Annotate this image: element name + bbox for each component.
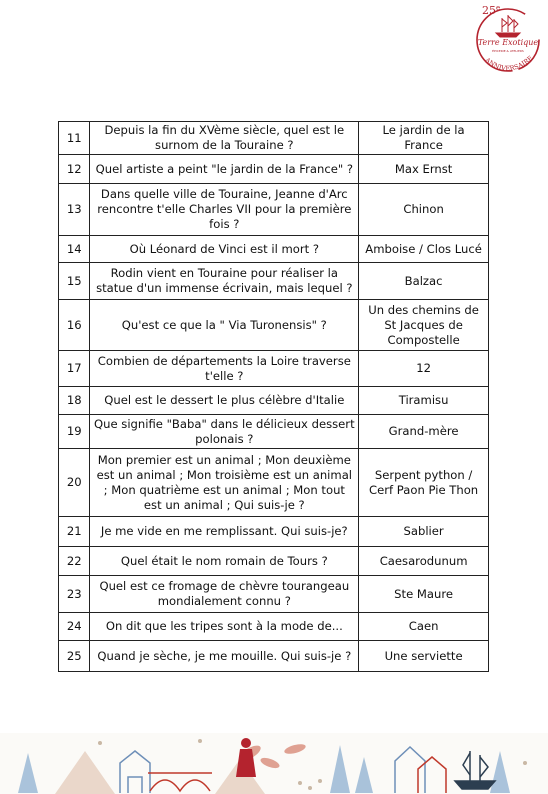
logo-badge-number: 25e: [482, 4, 501, 17]
question-text: Depuis la fin du XVème siècle, quel est le surnom de la Touraine ?: [90, 122, 359, 155]
table-row: [59, 236, 489, 263]
question-number: 15: [59, 263, 90, 300]
answer-text: Un des chemins de St Jacques de Compostelle: [359, 300, 489, 351]
question-number: 22: [59, 547, 90, 576]
question-number: 23: [59, 576, 90, 613]
question-text: Qu'est ce que la " Via Turonensis" ?: [90, 300, 359, 351]
question-text: Quel était le nom romain de Tours ?: [90, 547, 359, 576]
answer-text: Sablier: [359, 517, 489, 547]
table-row: [59, 351, 489, 387]
table-row: [59, 449, 489, 517]
question-text: Dans quelle ville de Touraine, Jeanne d'Arc rencontre t'elle Charles VII pour la première fois ?: [90, 184, 359, 236]
table-row: [59, 263, 489, 300]
question-number: 17: [59, 351, 90, 387]
ship-icon: [496, 15, 520, 37]
question-text: Quel est le dessert le plus célèbre d'Italie: [90, 387, 359, 415]
question-text: Je me vide en me remplissant. Qui suis-je?: [90, 517, 359, 547]
question-number: 13: [59, 184, 90, 236]
logo-brand: Terre Exotique: [477, 38, 539, 47]
answer-text: Le jardin de la France: [359, 122, 489, 155]
answer-text: Caesarodunum: [359, 547, 489, 576]
question-text: Mon premier est un animal ; Mon deuxième est un animal ; Mon troisième est un animal ; Mon quatrième est un animal ; Mon tout est un animal ; Qui suis-je ?: [90, 449, 359, 517]
table-row: [59, 155, 489, 184]
question-number: 24: [59, 613, 90, 641]
question-number: 20: [59, 449, 90, 517]
answer-text: 12: [359, 351, 489, 387]
question-text: Quel artiste a peint "le jardin de la France" ?: [90, 155, 359, 184]
question-number: 25: [59, 641, 90, 672]
question-text: Quel est ce fromage de chèvre tourangeau mondialement connu ?: [90, 576, 359, 613]
answer-text: Max Ernst: [359, 155, 489, 184]
question-text: Combien de départements la Loire traverse t'elle ?: [90, 351, 359, 387]
table-row: [59, 387, 489, 415]
question-number: 18: [59, 387, 90, 415]
question-number: 14: [59, 236, 90, 263]
question-text: Que signifie "Baba" dans le délicieux dessert polonais ?: [90, 415, 359, 449]
question-text: Quand je sèche, je me mouille. Qui suis-je ?: [90, 641, 359, 672]
question-number: 16: [59, 300, 90, 351]
question-number: 21: [59, 517, 90, 547]
table-row: [59, 547, 489, 576]
answer-text: Caen: [359, 613, 489, 641]
table-row: [59, 576, 489, 613]
table-row: [59, 613, 489, 641]
table-row: [59, 122, 489, 155]
table-row: [59, 184, 489, 236]
terre-exotique-anniversary-logo: [466, 0, 548, 84]
question-text: Rodin vient en Touraine pour réaliser la statue d'un immense écrivain, mais lequel ?: [90, 263, 359, 300]
table-row: [59, 300, 489, 351]
table-row: [59, 517, 489, 547]
answer-text: Une serviette: [359, 641, 489, 672]
answer-text: Ste Maure: [359, 576, 489, 613]
answer-text: Balzac: [359, 263, 489, 300]
question-text: Où Léonard de Vinci est il mort ?: [90, 236, 359, 263]
table-row: [59, 415, 489, 449]
answer-text: Amboise / Clos Lucé: [359, 236, 489, 263]
answer-text: Grand-mère: [359, 415, 489, 449]
question-number: 12: [59, 155, 90, 184]
decorative-illustration-band: [0, 733, 548, 794]
quiz-table: [58, 121, 489, 672]
question-number: 11: [59, 122, 90, 155]
quiz-table-body: [59, 122, 489, 672]
answer-text: Chinon: [359, 184, 489, 236]
table-row: [59, 641, 489, 672]
logo-caption: ANNIVERSAIRE: [483, 54, 535, 73]
logo-tagline: ÉPICERIE & ATELIERS: [492, 49, 524, 53]
question-number: 19: [59, 415, 90, 449]
question-text: On dit que les tripes sont à la mode de...: [90, 613, 359, 641]
answer-text: Serpent python / Cerf Paon Pie Thon: [359, 449, 489, 517]
answer-text: Tiramisu: [359, 387, 489, 415]
